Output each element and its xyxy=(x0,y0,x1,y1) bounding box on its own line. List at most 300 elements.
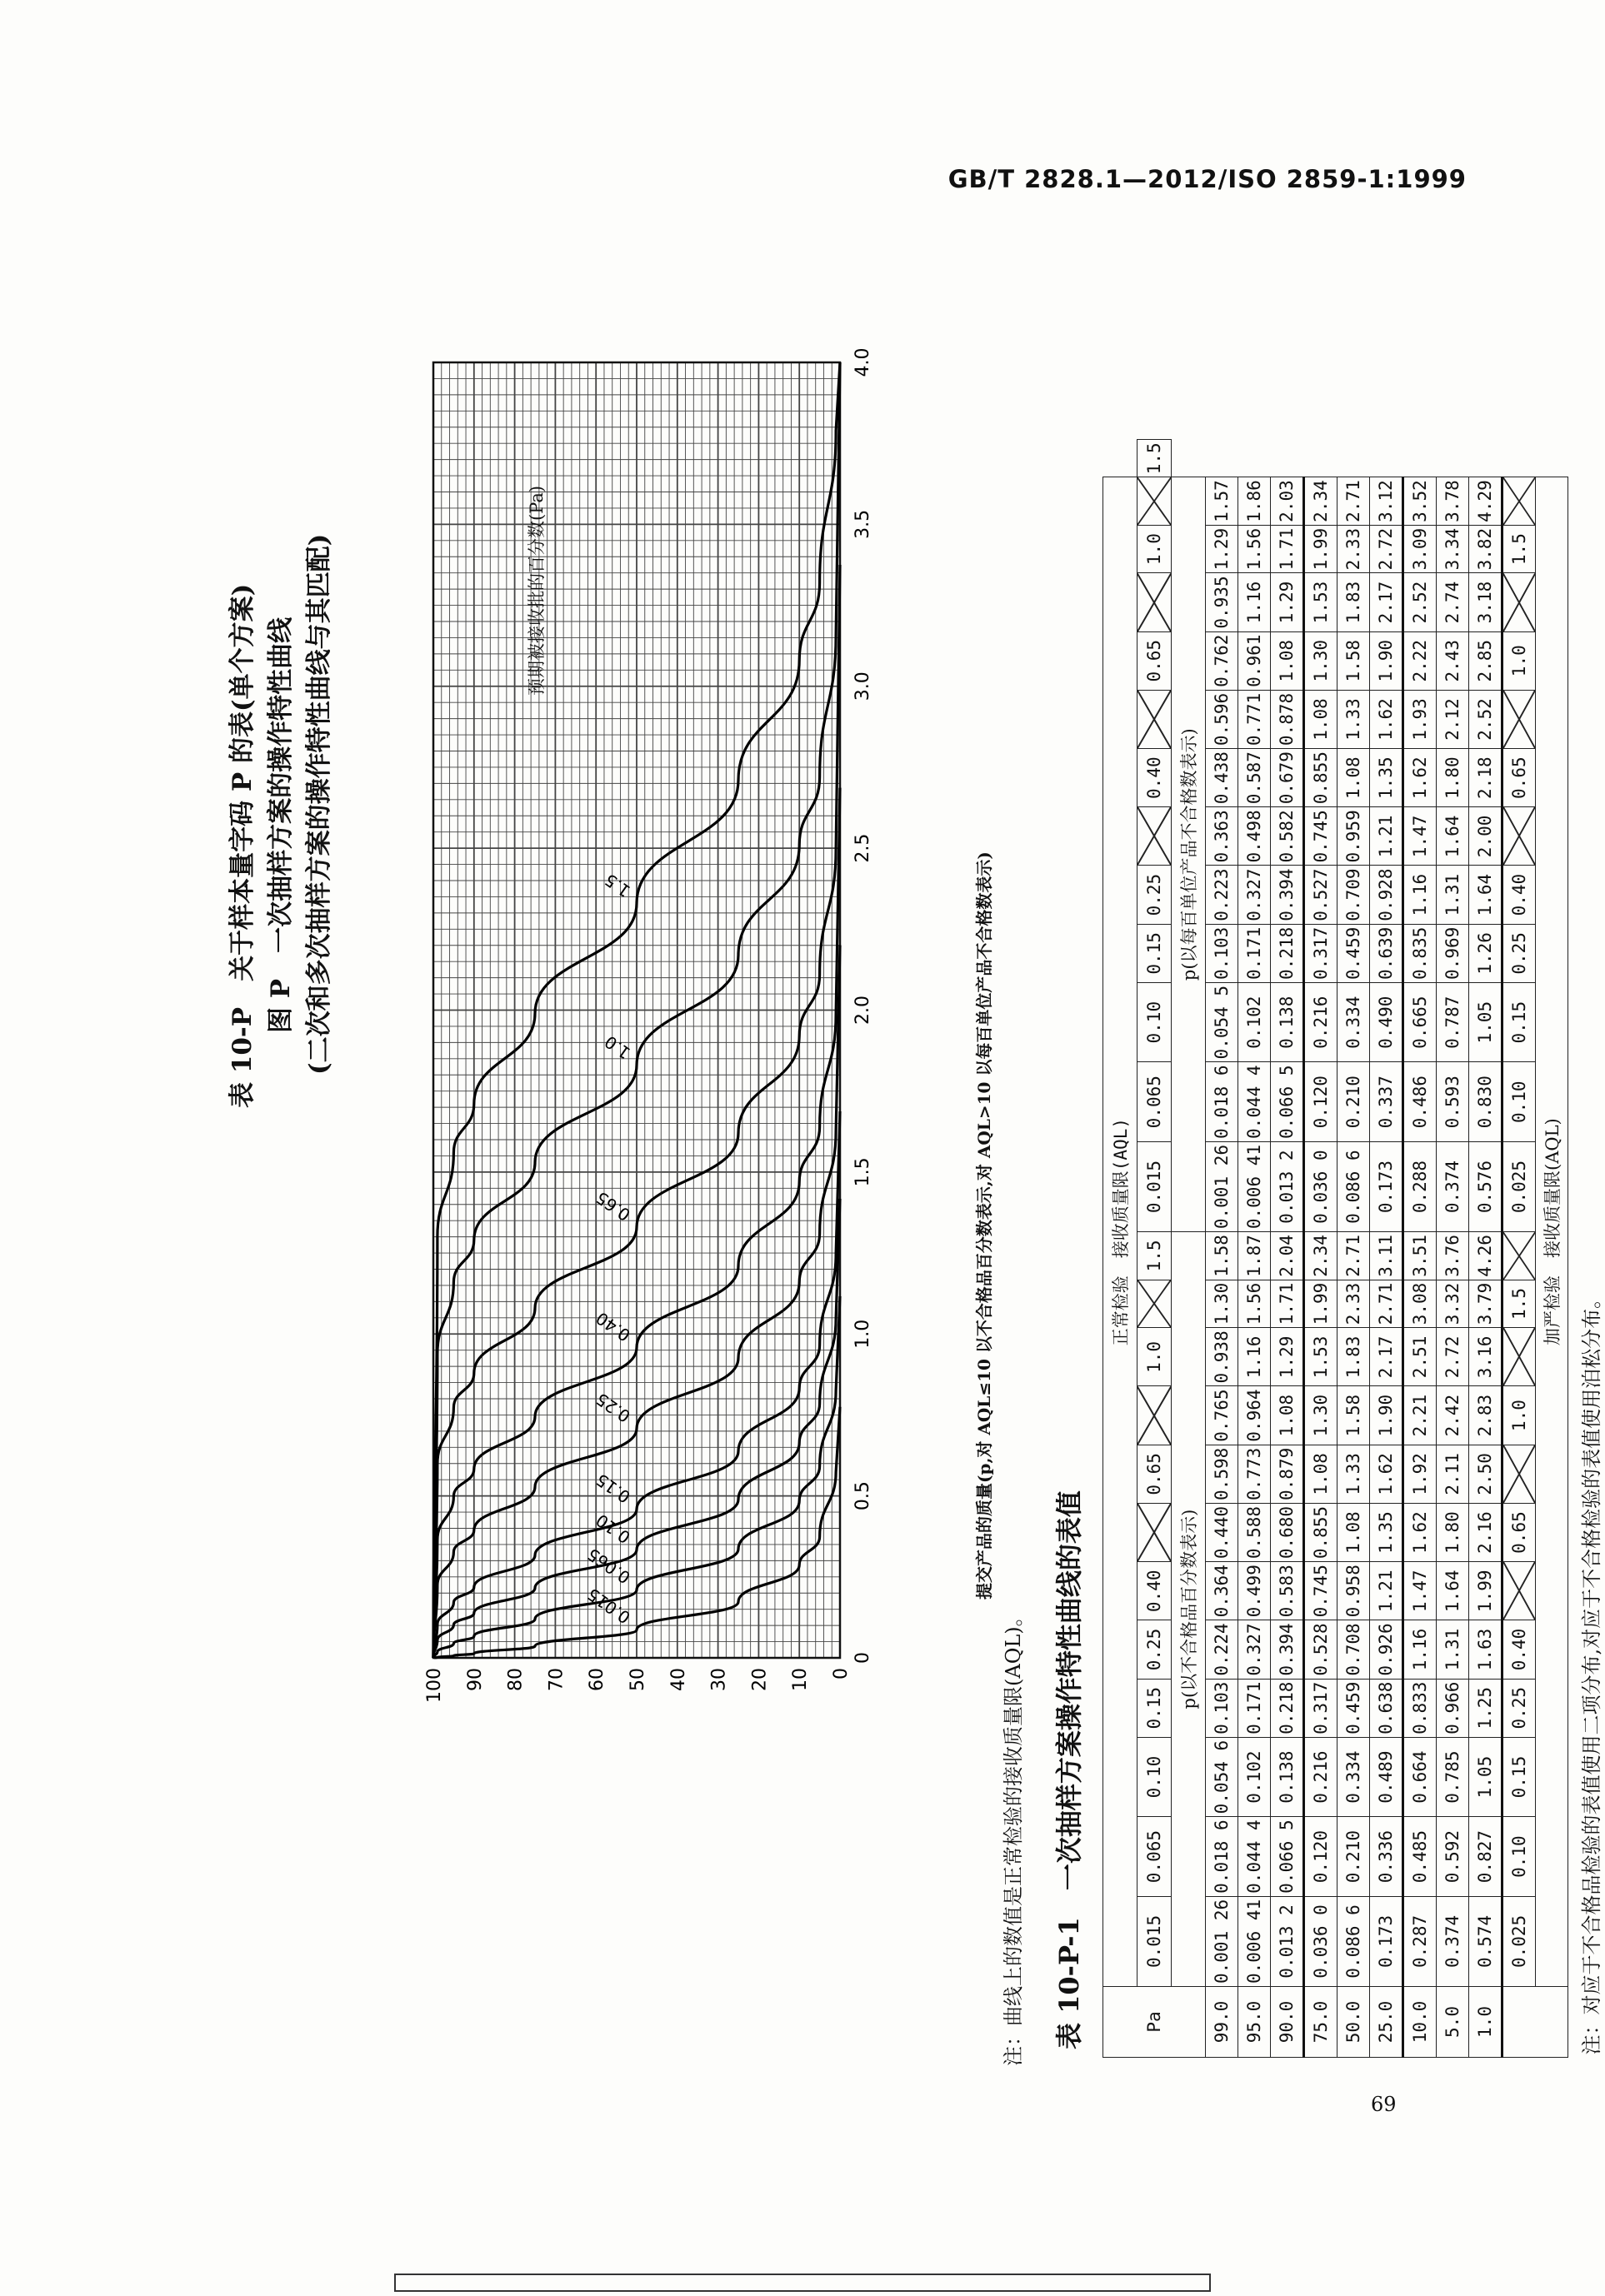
crossed-cell-mark xyxy=(1503,573,1535,631)
crossed-cell-mark xyxy=(1503,477,1535,525)
table-cell: 0.485 xyxy=(1403,1817,1437,1897)
table-cell: 0.086 6 xyxy=(1338,1896,1370,1986)
crossed-cell-mark xyxy=(1138,573,1171,631)
normal-inspection-header: 正常检验 接收质量限(AQL) xyxy=(1103,477,1138,1987)
table-cell: 0.001 26 xyxy=(1206,1141,1238,1231)
table-cell: 0.223 xyxy=(1206,866,1238,924)
crossed-cell xyxy=(1138,807,1172,866)
curve-label: 0.10 xyxy=(592,1510,634,1548)
table-cell: 0.394 xyxy=(1271,866,1304,924)
table-cell: 2.52 xyxy=(1403,573,1437,631)
pa-cell-empty xyxy=(1502,1987,1568,2058)
crossed-cell-mark xyxy=(1138,691,1171,748)
table-cell: 1.62 xyxy=(1370,1445,1403,1503)
table-cell: 2.72 xyxy=(1437,1328,1469,1386)
table-cell: 1.83 xyxy=(1338,1328,1370,1386)
y-tick-label: 40 xyxy=(668,1668,689,1691)
table-cell: 3.08 xyxy=(1403,1280,1437,1328)
crossed-cell xyxy=(1502,807,1536,866)
curve-label: 0.15 xyxy=(592,1469,634,1508)
table-cell: 0.855 xyxy=(1304,749,1338,807)
table-cell: 1.26 xyxy=(1469,924,1502,982)
table-cell: 0.224 xyxy=(1206,1620,1238,1679)
table-cell: 1.56 xyxy=(1238,525,1271,573)
table-cell: 2.72 xyxy=(1370,525,1403,573)
table-cell: 2.74 xyxy=(1437,573,1469,631)
table-cell: 1.33 xyxy=(1338,690,1370,748)
table-cell: 3.16 xyxy=(1469,1328,1502,1386)
table-cell: 0.855 xyxy=(1304,1503,1338,1561)
y-tick-label: 30 xyxy=(708,1668,730,1691)
table-cell: 0.001 26 xyxy=(1206,1896,1238,1986)
table-cell: 3.32 xyxy=(1437,1280,1469,1328)
unit-header-per100: p(以每百单位产品不合格数表示) xyxy=(1172,477,1206,1232)
table-cell: 1.30 xyxy=(1206,1280,1238,1328)
y-tick-label: 90 xyxy=(464,1668,486,1691)
standard-header: GB/T 2828.1—2012/ISO 2859-1:1999 xyxy=(948,165,1467,193)
table-cell: 3.34 xyxy=(1437,525,1469,573)
crossed-cell xyxy=(1138,690,1172,748)
table-cell: 0.018 6 xyxy=(1206,1062,1238,1142)
crossed-cell xyxy=(1502,1232,1536,1280)
table-cell: 0.785 xyxy=(1437,1737,1469,1817)
table-cell: 1.30 xyxy=(1304,631,1338,690)
x-axis-label: 提交产品的质量(p,对 AQL≤10 以不合格品百分数表示,对 AQL>10 以每百单位产品不合格数表示) xyxy=(974,851,994,1600)
table-cell: 0.054 6 xyxy=(1206,1737,1238,1817)
table-cell: 2.33 xyxy=(1338,525,1370,573)
table-cell: 0.935 xyxy=(1206,573,1238,631)
table-cell: 0.363 xyxy=(1206,807,1238,866)
crossed-cell-mark xyxy=(1138,1387,1171,1445)
table-cell: 3.76 xyxy=(1437,1232,1469,1280)
table-cell: 2.17 xyxy=(1370,573,1403,631)
table-row xyxy=(1338,440,1370,2058)
table-cell: 2.71 xyxy=(1370,1280,1403,1328)
table-cell: 0.588 xyxy=(1238,1503,1271,1561)
table-cell: 0.066 5 xyxy=(1271,1062,1304,1142)
tightened-aql-cell: 0.10 xyxy=(1502,1817,1536,1897)
table-cell: 0.394 xyxy=(1271,1620,1304,1679)
table-cell: 1.31 xyxy=(1437,1620,1469,1679)
table-cell: 0.928 xyxy=(1370,866,1403,924)
crossed-cell xyxy=(1138,1386,1172,1445)
table-cell: 1.25 xyxy=(1469,1679,1502,1737)
table-cell: 1.64 xyxy=(1469,866,1502,924)
table-cell: 0.596 xyxy=(1206,690,1238,748)
y-tick-label: 20 xyxy=(749,1668,771,1691)
pa-cell: 95.0 xyxy=(1238,1987,1271,2058)
pa-header: Pa xyxy=(1103,1987,1206,2058)
table-cell: 0.216 xyxy=(1304,982,1338,1062)
x-tick-label: 3.5 xyxy=(852,509,873,539)
table-cell: 3.18 xyxy=(1469,573,1502,631)
table-cell: 1.21 xyxy=(1370,807,1403,866)
table-cell: 0.958 xyxy=(1338,1562,1370,1620)
table-cell: 0.574 xyxy=(1469,1896,1502,1986)
crossed-cell-mark xyxy=(1503,1445,1535,1503)
table-cell: 0.664 xyxy=(1403,1737,1437,1817)
oc-table xyxy=(1102,439,1605,2058)
table-cell: 1.58 xyxy=(1338,631,1370,690)
table-cell: 0.138 xyxy=(1271,982,1304,1062)
pa-cell: 90.0 xyxy=(1271,1987,1304,2058)
table-cell: 0.833 xyxy=(1403,1679,1437,1737)
table-cell: 0.878 xyxy=(1271,690,1304,748)
aql-header-cell: 0.40 xyxy=(1138,1562,1172,1620)
table-row xyxy=(1370,440,1403,2058)
table-cell: 1.08 xyxy=(1304,690,1338,748)
table-cell: 0.708 xyxy=(1338,1620,1370,1679)
crossed-cell-mark xyxy=(1138,807,1171,865)
table-cell: 0.218 xyxy=(1271,1679,1304,1737)
table-cell: 1.53 xyxy=(1304,573,1338,631)
tightened-aql-cell: 1.0 xyxy=(1502,631,1536,690)
table-cell: 0.018 6 xyxy=(1206,1817,1238,1897)
table-cell: 0.961 xyxy=(1238,631,1271,690)
table-cell: 0.120 xyxy=(1304,1062,1338,1142)
table-cell: 0.374 xyxy=(1437,1896,1469,1986)
aql-header-cell: 1.0 xyxy=(1138,525,1172,573)
tightened-inspection-header: 加严检验 接收质量限(AQL) xyxy=(1536,477,1568,1987)
table-cell: 0.102 xyxy=(1238,982,1271,1062)
table-cell: 2.71 xyxy=(1338,477,1370,526)
table-row xyxy=(1206,440,1238,2058)
crossed-cell xyxy=(1502,1562,1536,1620)
crossed-cell-mark xyxy=(1503,807,1535,865)
table-cell: 0.745 xyxy=(1304,1562,1338,1620)
table-cell: 1.21 xyxy=(1370,1562,1403,1620)
table-cell: 2.18 xyxy=(1469,749,1502,807)
table-cell: 0.879 xyxy=(1271,1445,1304,1503)
aql-header-cell: 0.65 xyxy=(1138,1445,1172,1503)
table-cell: 3.51 xyxy=(1403,1232,1437,1280)
table-cell: 2.12 xyxy=(1437,690,1469,748)
table-cell: 0.364 xyxy=(1206,1562,1238,1620)
tightened-aql-row xyxy=(1502,440,1536,2058)
crossed-cell xyxy=(1138,1280,1172,1328)
table-cell: 3.78 xyxy=(1437,477,1469,526)
table-cell: 1.71 xyxy=(1271,1280,1304,1328)
table-cell: 1.86 xyxy=(1238,477,1271,526)
tightened-aql-cell: 0.65 xyxy=(1502,749,1536,807)
table-cell: 0.317 xyxy=(1304,924,1338,982)
crossed-cell xyxy=(1138,477,1172,526)
table-cell: 0.036 0 xyxy=(1304,1896,1338,1986)
table-cell: 0.765 xyxy=(1206,1386,1238,1445)
table-cell: 0.216 xyxy=(1304,1737,1338,1817)
table-cell: 0.527 xyxy=(1304,866,1338,924)
pa-cell: 50.0 xyxy=(1338,1987,1370,2058)
table-cell: 0.336 xyxy=(1370,1817,1403,1897)
x-tick-label: 3.0 xyxy=(852,671,873,701)
aql-header-cell: 0.065 xyxy=(1138,1062,1172,1142)
table-cell: 1.35 xyxy=(1370,1503,1403,1561)
table-row xyxy=(1403,440,1437,2058)
table-cell: 2.34 xyxy=(1304,477,1338,526)
table-cell: 0.638 xyxy=(1370,1679,1403,1737)
curve-label: 1.0 xyxy=(601,1031,634,1064)
table-cell: 0.103 xyxy=(1206,1679,1238,1737)
table-cell: 2.03 xyxy=(1271,477,1304,526)
table-cell: 0.498 xyxy=(1238,807,1271,866)
table-cell: 1.80 xyxy=(1437,1503,1469,1561)
table-cell: 0.830 xyxy=(1469,1062,1502,1142)
table-row xyxy=(1304,440,1338,2058)
table-cell: 2.17 xyxy=(1370,1328,1403,1386)
x-tick-label: 1.0 xyxy=(852,1319,873,1349)
aql-header-cell: 0.25 xyxy=(1138,1620,1172,1679)
table-cell: 0.771 xyxy=(1238,690,1271,748)
table-cell: 0.592 xyxy=(1437,1817,1469,1897)
table-cell: 0.287 xyxy=(1403,1896,1437,1986)
table-cell: 0.827 xyxy=(1469,1817,1502,1897)
table-header-normal xyxy=(1103,440,1138,2058)
title-line-1: 表 10-P 关于样本量字码 P 的表(单个方案) xyxy=(228,583,258,1108)
aql-header-cell: 1.5 xyxy=(1138,1232,1172,1280)
table-cell: 0.337 xyxy=(1370,1062,1403,1142)
table-cell: 0.773 xyxy=(1238,1445,1271,1503)
table-cell: 1.29 xyxy=(1206,525,1238,573)
tightened-aql-cell: 0.10 xyxy=(1502,1062,1536,1142)
table-cell: 0.036 0 xyxy=(1304,1141,1338,1231)
table-cell: 3.52 xyxy=(1403,477,1437,526)
table-cell: 2.11 xyxy=(1437,1445,1469,1503)
table-row xyxy=(1437,440,1469,2058)
table-cell: 0.969 xyxy=(1437,924,1469,982)
table-cell: 1.92 xyxy=(1403,1445,1437,1503)
table-cell: 1.62 xyxy=(1403,1503,1437,1561)
table-cell: 3.11 xyxy=(1370,1232,1403,1280)
table-cell: 2.42 xyxy=(1437,1386,1469,1445)
crossed-cell xyxy=(1138,573,1172,631)
tightened-aql-cell: 0.40 xyxy=(1502,1620,1536,1679)
table-cell: 1.16 xyxy=(1238,573,1271,631)
table-cell: 0.006 41 xyxy=(1238,1141,1271,1231)
table-cell: 2.83 xyxy=(1469,1386,1502,1445)
table-row xyxy=(1238,440,1271,2058)
table-note-row xyxy=(1568,440,1605,2058)
table-cell: 1.62 xyxy=(1403,749,1437,807)
table-cell: 0.499 xyxy=(1238,1562,1271,1620)
x-tick-label: 0 xyxy=(852,1652,873,1664)
table-cell: 0.006 41 xyxy=(1238,1896,1271,1986)
table-cell: 1.08 xyxy=(1338,749,1370,807)
table-cell: 1.83 xyxy=(1338,573,1370,631)
table-cell: 0.459 xyxy=(1338,1679,1370,1737)
curve-label: 0.40 xyxy=(592,1307,634,1346)
table-cell: 0.582 xyxy=(1271,807,1304,866)
unit-header-row xyxy=(1172,440,1206,2058)
crossed-cell-mark xyxy=(1503,1562,1535,1620)
table-cell: 0.679 xyxy=(1271,749,1304,807)
table-cell: 4.26 xyxy=(1469,1232,1502,1280)
table-title: 表 10-P-1 一次抽样方案操作特性曲线的表值 xyxy=(1053,1490,1085,2049)
tightened-aql-cell: 0.025 xyxy=(1502,1896,1536,1986)
table-cell: 1.53 xyxy=(1304,1328,1338,1386)
table-cell: 1.30 xyxy=(1304,1386,1338,1445)
table-cell: 0.593 xyxy=(1437,1062,1469,1142)
table-cell: 3.82 xyxy=(1469,525,1502,573)
table-cell: 1.99 xyxy=(1469,1562,1502,1620)
table-cell: 0.938 xyxy=(1206,1328,1238,1386)
table-cell: 1.08 xyxy=(1271,1386,1304,1445)
table-cell: 1.05 xyxy=(1469,1737,1502,1817)
x-tick-label: 4.0 xyxy=(852,347,873,377)
table-cell: 0.103 xyxy=(1206,924,1238,982)
table-cell: 0.334 xyxy=(1338,1737,1370,1817)
crossed-cell-mark xyxy=(1138,477,1171,525)
y-axis-label: 预期被接收批的百分数(Pa) xyxy=(527,485,547,696)
crossed-cell-mark xyxy=(1503,1328,1535,1385)
table-row xyxy=(1271,440,1304,2058)
aql-header-cell: 1.5 xyxy=(1138,440,1172,477)
table-cell: 0.490 xyxy=(1370,982,1403,1062)
table-cell: 0.054 5 xyxy=(1206,982,1238,1062)
table-cell: 1.47 xyxy=(1403,1562,1437,1620)
crossed-cell-mark xyxy=(1503,1232,1535,1280)
chart-note: 注：曲线上的数值是正常检验的接收质量限(AQL)。 xyxy=(1002,1606,1025,2066)
table-cell: 1.64 xyxy=(1437,807,1469,866)
table-cell: 2.22 xyxy=(1403,631,1437,690)
table-cell: 1.63 xyxy=(1469,1620,1502,1679)
table-cell: 1.05 xyxy=(1469,982,1502,1062)
table-cell: 1.90 xyxy=(1370,631,1403,690)
table-cell: 0.171 xyxy=(1238,1679,1271,1737)
table-cell: 0.327 xyxy=(1238,866,1271,924)
curve-label: 0.065 xyxy=(583,1544,634,1588)
aql-header-cell: 0.40 xyxy=(1138,749,1172,807)
y-tick-label: 10 xyxy=(790,1668,812,1691)
table-cell: 0.327 xyxy=(1238,1620,1271,1679)
table-cell: 2.85 xyxy=(1469,631,1502,690)
table-cell: 0.528 xyxy=(1304,1620,1338,1679)
table-cell: 0.926 xyxy=(1370,1620,1403,1679)
table-cell: 0.459 xyxy=(1338,924,1370,982)
table-cell: 0.489 xyxy=(1370,1737,1403,1817)
table-cell: 0.762 xyxy=(1206,631,1238,690)
table-cell: 1.58 xyxy=(1338,1386,1370,1445)
table-cell: 1.99 xyxy=(1304,525,1338,573)
table-cell: 0.440 xyxy=(1206,1503,1238,1561)
rotated-content xyxy=(207,217,1603,2099)
table-cell: 0.964 xyxy=(1238,1386,1271,1445)
pa-cell: 1.0 xyxy=(1469,1987,1502,2058)
aql-header-cell: 0.65 xyxy=(1138,631,1172,690)
y-tick-label: 80 xyxy=(505,1668,527,1691)
tightened-aql-cell: 0.15 xyxy=(1502,1737,1536,1817)
curve-label: 0.25 xyxy=(592,1389,634,1427)
table-cell: 1.64 xyxy=(1437,1562,1469,1620)
table-cell: 0.583 xyxy=(1271,1562,1304,1620)
tightened-aql-cell: 1.0 xyxy=(1502,1386,1536,1445)
table-cell: 1.08 xyxy=(1271,631,1304,690)
tightened-aql-cell: 1.5 xyxy=(1502,525,1536,573)
table-cell: 0.587 xyxy=(1238,749,1271,807)
table-cell: 1.58 xyxy=(1206,1232,1238,1280)
table-cell: 2.34 xyxy=(1304,1232,1338,1280)
table-cell: 1.71 xyxy=(1271,525,1304,573)
crossed-cell xyxy=(1502,1445,1536,1503)
tightened-aql-cell: 0.65 xyxy=(1502,1503,1536,1561)
table-cell: 1.62 xyxy=(1370,690,1403,748)
x-tick-label: 2.5 xyxy=(852,833,873,863)
x-tick-label: 2.0 xyxy=(852,996,873,1025)
aql-header-cell: 0.15 xyxy=(1138,1679,1172,1737)
table-cell: 2.50 xyxy=(1469,1445,1502,1503)
table-cell: 0.665 xyxy=(1403,982,1437,1062)
table-cell: 2.16 xyxy=(1469,1503,1502,1561)
table-cell: 0.835 xyxy=(1403,924,1437,982)
y-tick-label: 50 xyxy=(628,1668,648,1691)
table-cell: 0.334 xyxy=(1338,982,1370,1062)
table-row xyxy=(1469,440,1502,2058)
table-cell: 1.99 xyxy=(1304,1280,1338,1328)
pa-cell: 99.0 xyxy=(1206,1987,1238,2058)
table-cell: 0.317 xyxy=(1304,1679,1338,1737)
table-cell: 0.680 xyxy=(1271,1503,1304,1561)
crossed-cell xyxy=(1502,477,1536,526)
table-cell: 2.51 xyxy=(1403,1328,1437,1386)
aql-header-cell: 0.065 xyxy=(1138,1817,1172,1897)
y-tick-label: 0 xyxy=(831,1668,852,1680)
crossed-cell xyxy=(1138,1503,1172,1561)
crossed-cell-mark xyxy=(1138,1280,1171,1328)
y-tick-label: 100 xyxy=(424,1668,445,1703)
table-cell: 1.33 xyxy=(1338,1445,1370,1503)
aql-header-cell: 0.15 xyxy=(1138,924,1172,982)
crossed-cell xyxy=(1502,690,1536,748)
pa-cell: 75.0 xyxy=(1304,1987,1338,2058)
table-cell: 1.16 xyxy=(1403,1620,1437,1679)
table-cell: 3.79 xyxy=(1469,1280,1502,1328)
table-cell: 1.29 xyxy=(1271,573,1304,631)
aql-header-cell: 0.10 xyxy=(1138,982,1172,1062)
table-cell: 1.87 xyxy=(1238,1232,1271,1280)
table-cell: 2.71 xyxy=(1338,1232,1370,1280)
tightened-aql-cell: 0.25 xyxy=(1502,924,1536,982)
table-cell: 1.08 xyxy=(1304,1445,1338,1503)
tightened-aql-cell: 0.025 xyxy=(1502,1141,1536,1231)
table-cell: 2.00 xyxy=(1469,807,1502,866)
table-cell: 0.639 xyxy=(1370,924,1403,982)
table-cell: 2.33 xyxy=(1338,1280,1370,1328)
crossed-cell-mark xyxy=(1503,691,1535,748)
pa-cell: 5.0 xyxy=(1437,1987,1469,2058)
table-cell: 1.56 xyxy=(1238,1280,1271,1328)
table-cell: 4.29 xyxy=(1469,477,1502,526)
pa-cell: 10.0 xyxy=(1403,1987,1437,2058)
table-cell: 0.486 xyxy=(1403,1062,1437,1142)
aql-header-cell: 1.0 xyxy=(1138,1328,1172,1386)
x-tick-label: 0.5 xyxy=(852,1481,873,1511)
table-cell: 0.438 xyxy=(1206,749,1238,807)
table-cell: 0.173 xyxy=(1370,1141,1403,1231)
y-tick-label: 60 xyxy=(587,1668,608,1691)
table-cell: 0.044 4 xyxy=(1238,1817,1271,1897)
table-cell: 1.80 xyxy=(1437,749,1469,807)
table-cell: 0.013 2 xyxy=(1271,1896,1304,1986)
table-cell: 2.52 xyxy=(1469,690,1502,748)
crossed-cell xyxy=(1502,1328,1536,1386)
table-cell: 0.745 xyxy=(1304,807,1338,866)
table-cell: 3.09 xyxy=(1403,525,1437,573)
aql-header-row xyxy=(1138,440,1172,2058)
table-cell: 1.57 xyxy=(1206,477,1238,526)
table-cell: 0.210 xyxy=(1338,1062,1370,1142)
tightened-aql-cell: 0.25 xyxy=(1502,1679,1536,1737)
tightened-header-row xyxy=(1536,440,1568,2058)
aql-header-cell: 0.015 xyxy=(1138,1896,1172,1986)
